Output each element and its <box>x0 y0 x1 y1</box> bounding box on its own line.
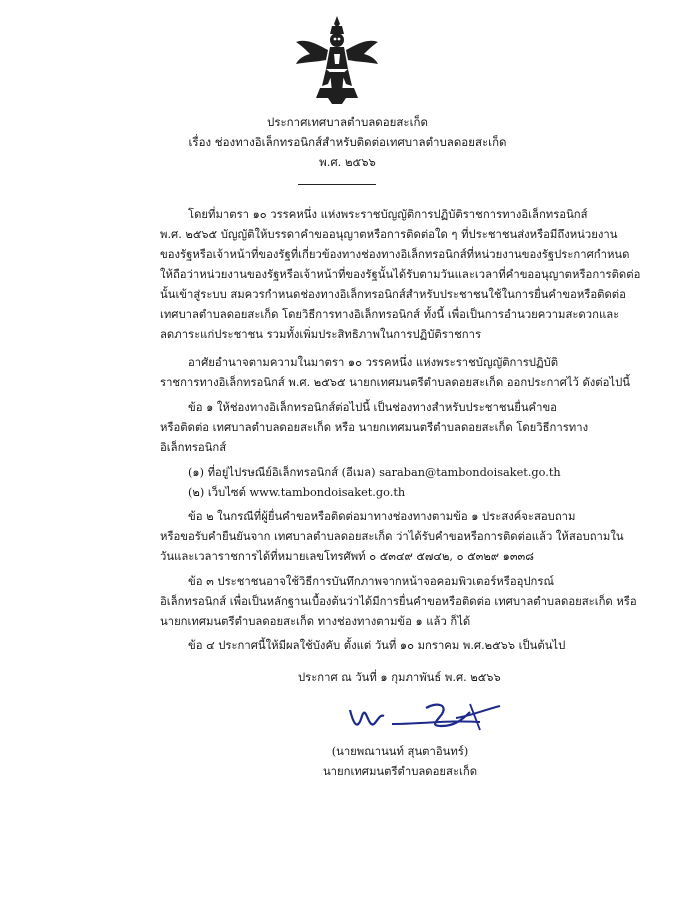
preamble-line: พ.ศ. ๒๕๖๕ บัญญัติให้บรรดาคำขออนุญาตหรือการติดต่อใด ๆ ที่ประชาชนส่งหรือมีถึงหน่วยงาน <box>160 228 618 241</box>
clause4-line: ข้อ ๔ ประกาศนี้ให้มีผลใช้บังคับ ตั้งแต่ วันที่ ๑๐ มกราคม พ.ศ.๒๕๖๖ เป็นต้นไป <box>188 639 566 652</box>
preamble-line: เทศบาลตำบลดอยสะเก็ด โดยวิธีการทางอิเล็กทรอนิกส์ ทั้งนี้ เพื่อเป็นการอำนวยความสะดวกและ <box>160 308 620 321</box>
preamble-line: ให้ถือว่าหน่วยงานของรัฐหรือเจ้าหน้าที่ของรัฐนั้นได้รับตามวันและเวลาที่คำขออนุญาตหรือการติดต่อ <box>160 268 641 281</box>
preamble-line: นั้นเข้าสู่ระบบ สมควรกำหนดช่องทางอิเล็กทรอนิกส์สำหรับประชาชนใช้ในการยื่นคำขอหรือติดต่อ <box>160 288 626 301</box>
authority-line: ราชการทางอิเล็กทรอนิกส์ พ.ศ. ๒๕๖๕ นายกเทศมนตรีตำบลดอยสะเก็ด ออกประกาศไว้ ดังต่อไปนี้ <box>160 376 631 389</box>
clause3-line: นายกเทศมนตรีตำบลดอยสะเก็ด ทางช่องทางตามข้อ ๑ แล้ว ก็ได้ <box>160 615 471 628</box>
clause2-line: หรือขอรับคำยืนยันจาก เทศบาลตำบลดอยสะเก็ด ว่าได้รับคำขอหรือการติดต่อแล้ว ให้สอบถามใน <box>160 530 624 543</box>
clause3-line: อิเล็กทรอนิกส์ เพื่อเป็นหลักฐานเบื้องต้นว่าได้มีการยื่นคำขอหรือติดต่อ เทศบาลตำบลดอยสะเก็ด หรือ <box>160 595 637 608</box>
issued-date: ประกาศ ณ วันที่ ๑ กุมภาพันธ์ พ.ศ. ๒๕๖๖ <box>298 671 501 684</box>
clause1-line: หรือติดต่อ เทศบาลตำบลดอยสะเก็ด หรือ นายกเทศมนตรีตำบลดอยสะเก็ด โดยวิธีการทาง <box>160 421 589 434</box>
authority-line: อาศัยอำนาจตามความในมาตรา ๑๐ วรรคหนึ่ง แห่งพระราชบัญญัติการปฏิบัติ <box>188 356 559 369</box>
announcement-subject: เรื่อง ช่องทางอิเล็กทรอนิกส์สำหรับติดต่อเทศบาลตำบลดอยสะเก็ด <box>188 135 507 149</box>
clause2-line: ข้อ ๒ ในกรณีที่ผู้ยื่นคำขอหรือติดต่อมาทางช่องทางตามข้อ ๑ ประสงค์จะสอบถาม <box>188 510 576 523</box>
handwritten-signature <box>330 690 530 740</box>
clause3-line: ข้อ ๓ ประชาชนอาจใช้วิธีการบันทึกภาพจากหน้าจอคอมพิวเตอร์หรืออุปกรณ์ <box>188 575 554 588</box>
preamble-line: ลดภาระแก่ประชาชน รวมทั้งเพิ่มประสิทธิภาพในการปฏิบัติราชการ <box>160 328 482 341</box>
garuda-emblem-icon <box>292 14 382 106</box>
clause1-line: ข้อ ๑ ให้ช่องทางอิเล็กทรอนิกส์ต่อไปนี้ เป็นช่องทางสำหรับประชาชนยื่นคำขอ <box>188 401 557 414</box>
signer-name: (นายพณานนท์ สุนตาอินทร์) <box>331 745 469 758</box>
channel-website: (๒) เว็บไซต์ www.tambondoisaket.go.th <box>188 486 406 499</box>
heading-divider <box>298 184 376 185</box>
preamble-line: ของรัฐหรือเจ้าหน้าที่ของรัฐที่เกี่ยวข้องทางช่องทางอิเล็กทรอนิกส์ที่หน่วยงานของรัฐประกาศกำหนด <box>160 248 630 261</box>
clause2-line: วันและเวลาราชการได้ที่หมายเลขโทรศัพท์ ๐ ๕๓๔๙ ๕๗๔๒, ๐ ๕๓๒๙ ๑๓๓๘ <box>160 550 534 563</box>
preamble-line: โดยที่มาตรา ๑๐ วรรคหนึ่ง แห่งพระราชบัญญัติการปฏิบัติราชการทางอิเล็กทรอนิกส์ <box>188 208 588 221</box>
channel-email: (๑) ที่อยู่ไปรษณีย์อิเล็กทรอนิกส์ (อีเมล) saraban@tambondoisaket.go.th <box>188 466 561 479</box>
announcement-year: พ.ศ. ๒๕๖๖ <box>319 155 376 169</box>
signer-title: นายกเทศมนตรีตำบลดอยสะเก็ด <box>322 765 478 778</box>
clause1-line: อิเล็กทรอนิกส์ <box>160 441 227 454</box>
announcement-heading: ประกาศเทศบาลตำบลดอยสะเก็ด <box>267 115 428 129</box>
